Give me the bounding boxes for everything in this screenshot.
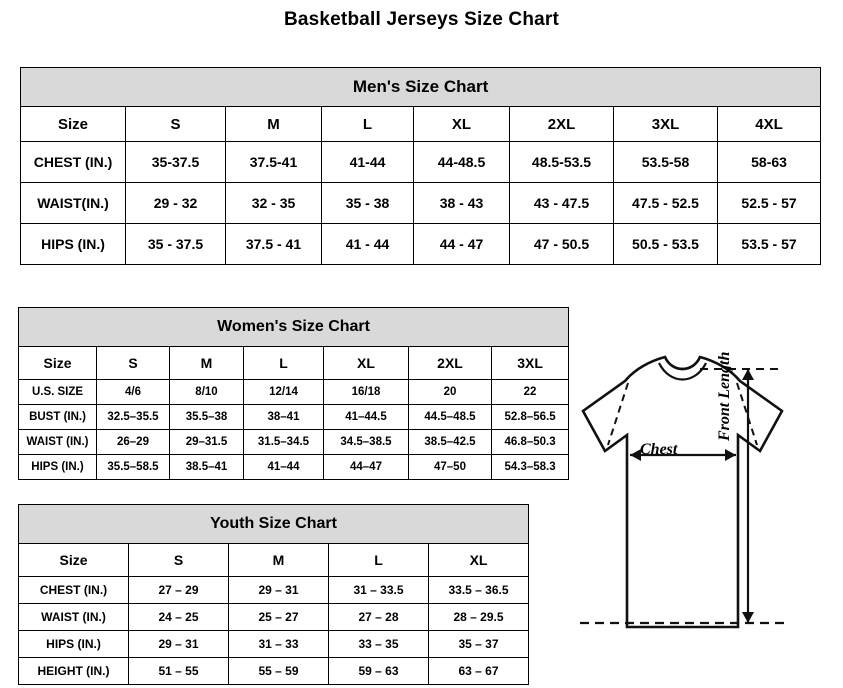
- table-row: [21, 142, 821, 183]
- youth-row-label: WAIST (IN.): [19, 604, 129, 631]
- youth-cell: 28 – 29.5: [429, 604, 529, 631]
- mens-cell: 37.5-41: [226, 142, 322, 183]
- youth-row-label: HEIGHT (IN.): [19, 658, 129, 685]
- youth-header-l: L: [329, 544, 429, 577]
- youth-cell: 33 – 35: [329, 631, 429, 658]
- womens-cell: 12/14: [244, 380, 324, 405]
- womens-cell: 46.8–50.3: [492, 430, 569, 455]
- youth-cell: 55 – 59: [229, 658, 329, 685]
- youth-cell: 27 – 28: [329, 604, 429, 631]
- womens-cell: 35.5–38: [170, 405, 244, 430]
- youth-header-m: M: [229, 544, 329, 577]
- mens-cell: 44 - 47: [414, 224, 510, 265]
- womens-row-label: HIPS (IN.): [19, 455, 97, 480]
- youth-cell: 51 – 55: [129, 658, 229, 685]
- youth-cell: 63 – 67: [429, 658, 529, 685]
- youth-header-xl: XL: [429, 544, 529, 577]
- youth-cell: 24 – 25: [129, 604, 229, 631]
- mens-cell: 38 - 43: [414, 183, 510, 224]
- table-row: [21, 224, 821, 265]
- youth-cell: 27 – 29: [129, 577, 229, 604]
- mens-cell: 53.5-58: [614, 142, 718, 183]
- womens-size-chart-block: [18, 307, 569, 480]
- mens-header-3xl: 3XL: [614, 107, 718, 142]
- youth-cell: 29 – 31: [129, 631, 229, 658]
- mens-cell: 53.5 - 57: [718, 224, 821, 265]
- mens-cell: 29 - 32: [126, 183, 226, 224]
- youth-size-table: [18, 504, 529, 685]
- womens-cell: 52.8–56.5: [492, 405, 569, 430]
- mens-cell: 35 - 38: [322, 183, 414, 224]
- table-row: [19, 455, 569, 480]
- tshirt-icon: [520, 339, 835, 669]
- mens-cell: 35-37.5: [126, 142, 226, 183]
- mens-header-xl: XL: [414, 107, 510, 142]
- mens-cell: 44-48.5: [414, 142, 510, 183]
- mens-header-size: Size: [21, 107, 126, 142]
- womens-header-l: L: [244, 347, 324, 380]
- mens-caption: Men's Size Chart: [21, 68, 821, 107]
- chest-arrow-right: [725, 449, 736, 461]
- table-row: [19, 631, 529, 658]
- womens-cell: 38.5–41: [170, 455, 244, 480]
- womens-cell: 20: [409, 380, 492, 405]
- table-row: [19, 577, 529, 604]
- mens-cell: 47 - 50.5: [510, 224, 614, 265]
- womens-cell: 44.5–48.5: [409, 405, 492, 430]
- table-row: [19, 430, 569, 455]
- table-header-row: [19, 544, 529, 577]
- youth-size-chart-block: [18, 504, 529, 685]
- mens-cell: 43 - 47.5: [510, 183, 614, 224]
- mens-cell: 58-63: [718, 142, 821, 183]
- youth-header-size: Size: [19, 544, 129, 577]
- table-row: [19, 604, 529, 631]
- table-row: [21, 183, 821, 224]
- table-caption-row: [19, 308, 569, 347]
- mens-cell: 48.5-53.5: [510, 142, 614, 183]
- womens-cell: 38.5–42.5: [409, 430, 492, 455]
- womens-header-size: Size: [19, 347, 97, 380]
- mens-cell: 50.5 - 53.5: [614, 224, 718, 265]
- mens-cell: 37.5 - 41: [226, 224, 322, 265]
- table-header-row: [19, 347, 569, 380]
- youth-row-label: HIPS (IN.): [19, 631, 129, 658]
- table-row: [19, 658, 529, 685]
- mens-cell: 47.5 - 52.5: [614, 183, 718, 224]
- youth-cell: 29 – 31: [229, 577, 329, 604]
- mens-header-s: S: [126, 107, 226, 142]
- mens-cell: 41 - 44: [322, 224, 414, 265]
- womens-caption: Women's Size Chart: [19, 308, 569, 347]
- womens-cell: 35.5–58.5: [97, 455, 170, 480]
- womens-cell: 41–44: [244, 455, 324, 480]
- womens-header-2xl: 2XL: [409, 347, 492, 380]
- womens-header-3xl: 3XL: [492, 347, 569, 380]
- chest-label: Chest: [640, 441, 678, 458]
- mens-header-m: M: [226, 107, 322, 142]
- youth-cell: 31 – 33.5: [329, 577, 429, 604]
- table-row: [19, 380, 569, 405]
- youth-cell: 25 – 27: [229, 604, 329, 631]
- mens-size-chart-block: [20, 67, 821, 265]
- front-length-label: Front Length: [716, 351, 733, 441]
- womens-cell: 31.5–34.5: [244, 430, 324, 455]
- page-title: Basketball Jerseys Size Chart: [283, 9, 560, 30]
- womens-cell: 47–50: [409, 455, 492, 480]
- womens-cell: 22: [492, 380, 569, 405]
- front-length-arrow-bottom: [742, 612, 754, 623]
- youth-cell: 59 – 63: [329, 658, 429, 685]
- mens-cell: 35 - 37.5: [126, 224, 226, 265]
- mens-header-2xl: 2XL: [510, 107, 614, 142]
- table-row: [19, 405, 569, 430]
- womens-cell: 34.5–38.5: [324, 430, 409, 455]
- youth-row-label: CHEST (IN.): [19, 577, 129, 604]
- womens-row-label: WAIST (IN.): [19, 430, 97, 455]
- youth-cell: 35 – 37: [429, 631, 529, 658]
- shirt-outline: [583, 357, 782, 627]
- collar-inner-line: [659, 363, 706, 380]
- mens-row-label: CHEST (IN.): [21, 142, 126, 183]
- mens-cell: 52.5 - 57: [718, 183, 821, 224]
- womens-cell: 38–41: [244, 405, 324, 430]
- table-caption-row: [19, 505, 529, 544]
- mens-size-table: [20, 67, 821, 265]
- womens-cell: 8/10: [170, 380, 244, 405]
- measurement-diagram: [520, 339, 835, 669]
- mens-row-label: HIPS (IN.): [21, 224, 126, 265]
- womens-cell: 44–47: [324, 455, 409, 480]
- womens-header-m: M: [170, 347, 244, 380]
- youth-cell: 31 – 33: [229, 631, 329, 658]
- womens-cell: 4/6: [97, 380, 170, 405]
- womens-row-label: U.S. SIZE: [19, 380, 97, 405]
- youth-caption: Youth Size Chart: [19, 505, 529, 544]
- womens-size-table: [18, 307, 569, 480]
- womens-cell: 54.3–58.3: [492, 455, 569, 480]
- table-caption-row: [21, 68, 821, 107]
- womens-row-label: BUST (IN.): [19, 405, 97, 430]
- womens-cell: 32.5–35.5: [97, 405, 170, 430]
- womens-cell: 41–44.5: [324, 405, 409, 430]
- mens-header-4xl: 4XL: [718, 107, 821, 142]
- collar-line: [665, 357, 700, 369]
- youth-cell: 33.5 – 36.5: [429, 577, 529, 604]
- mens-cell: 41-44: [322, 142, 414, 183]
- mens-cell: 32 - 35: [226, 183, 322, 224]
- womens-cell: 29–31.5: [170, 430, 244, 455]
- womens-cell: 16/18: [324, 380, 409, 405]
- table-header-row: [21, 107, 821, 142]
- mens-row-label: WAIST(IN.): [21, 183, 126, 224]
- womens-header-s: S: [97, 347, 170, 380]
- mens-header-l: L: [322, 107, 414, 142]
- womens-header-xl: XL: [324, 347, 409, 380]
- womens-cell: 26–29: [97, 430, 170, 455]
- front-length-arrow-top: [742, 369, 754, 380]
- youth-header-s: S: [129, 544, 229, 577]
